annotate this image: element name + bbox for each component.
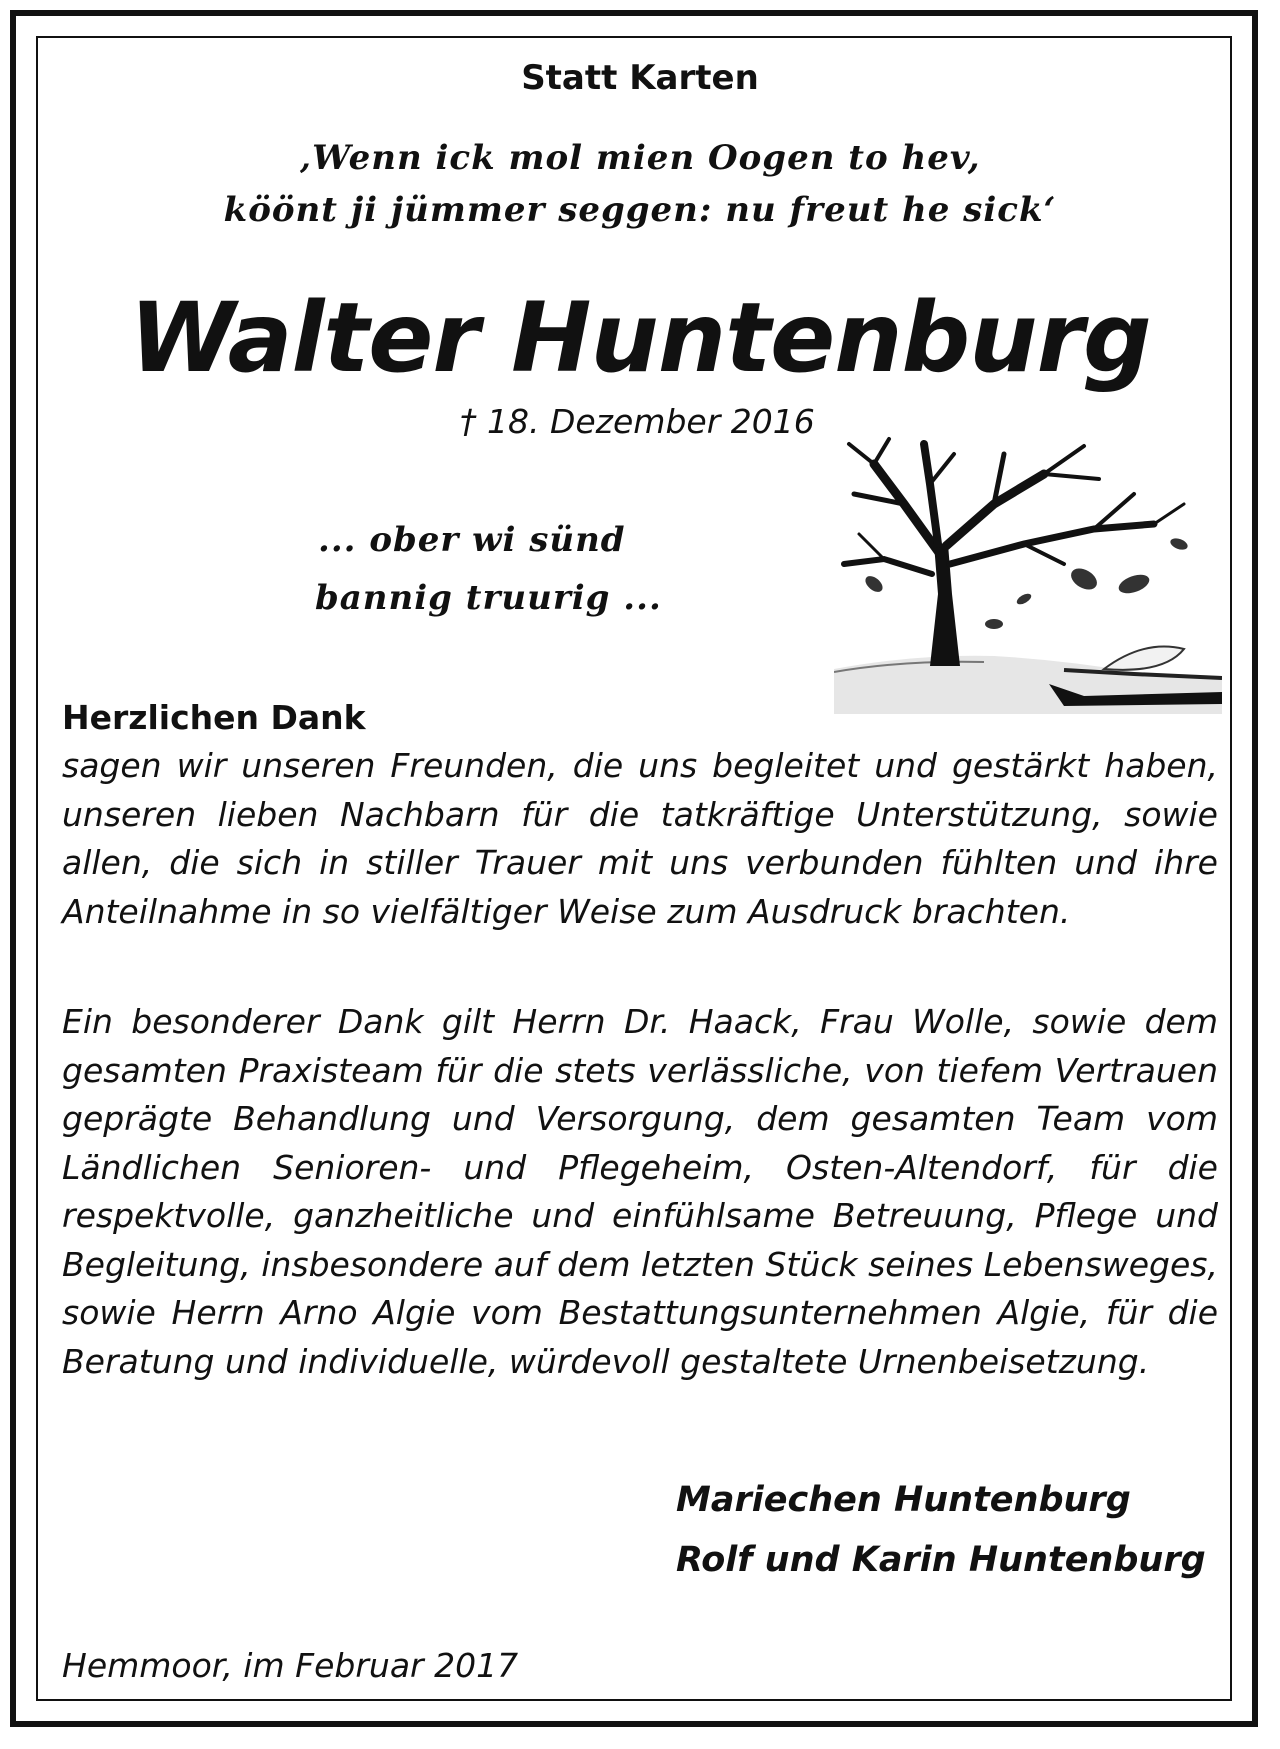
sad-line-1: ... ober wi sünd (318, 520, 626, 560)
signature-2: Rolf und Karin Huntenburg (676, 1540, 1206, 1580)
thanks-paragraph-2: Ein besonderer Dank gilt Herrn Dr. Haack, Frau Wolle, sowie dem gesamten Praxisteam für die stets verlässliche, von tiefem Vertrauen geprägte Behandlung und Versorgung, dem gesamten Team vom Ländlichen Senioren- und Pflegeheim, Osten-Altendorf, für die respektvolle, ganzheitliche und einfühlsame Betreuung, Pflege und Begleitung, insbesondere auf dem letzten Stück seines Lebensweges, sowie Herrn Arno Algie vom Bestattungsunternehmen Algie, für die Beratung und individuelle, würdevoll gestaltete Urnenbeisetzung. (62, 1002, 1218, 1381)
deceased-name: Walter Huntenburg (129, 282, 1151, 394)
thanks-title: Herzlichen Dank (62, 698, 366, 737)
place-and-date: Hemmoor, im Februar 2017 (62, 1646, 519, 1685)
death-date: † 18. Dezember 2016 (460, 402, 815, 441)
notice-heading: Statt Karten (521, 58, 759, 98)
bare-tree-with-falling-leaves-icon (834, 434, 1222, 714)
motto-line-1: ‚Wenn ick mol mien Oogen to hev, (299, 138, 981, 178)
signature-1: Mariechen Huntenburg (676, 1480, 1131, 1520)
motto-line-2: köönt ji jümmer seggen: nu freut he sick‘ (223, 190, 1057, 230)
thanks-paragraph-1: sagen wir unseren Freunden, die uns begleitet und gestärkt haben, unseren lieben Nachbarn für die tatkräftige Unterstützung, sowie allen, die sich in stiller Trauer mit uns verbunden fühlten und ihre Anteilnahme in so vielfältiger Weise zum Ausdruck brachten. (62, 746, 1218, 931)
sad-line-2: bannig truurig ... (315, 578, 662, 618)
